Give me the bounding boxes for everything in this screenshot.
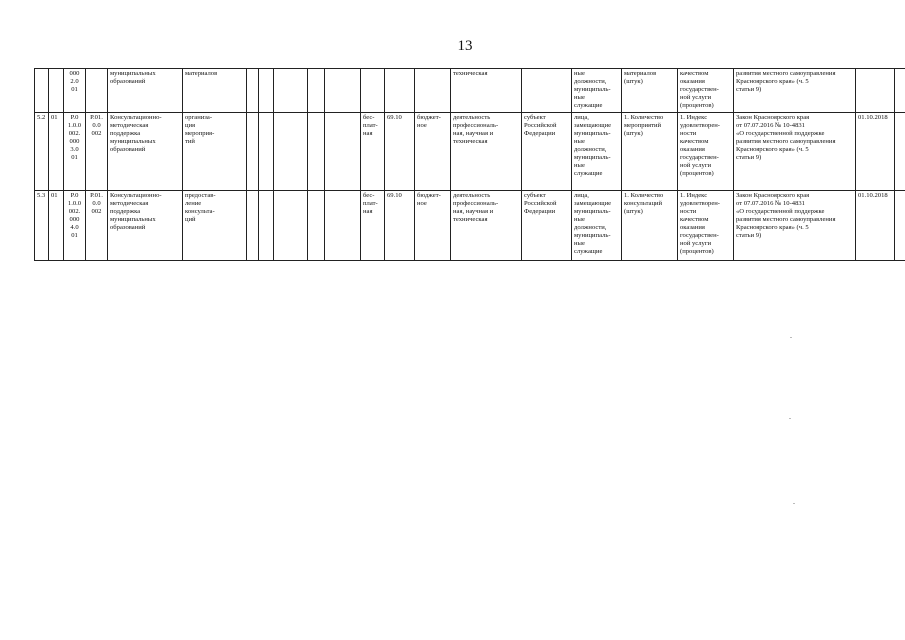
cell-consumers: лица, замещающие муниципаль- ные должности, муниципаль- ные служащие xyxy=(572,191,622,261)
table-row xyxy=(35,191,905,261)
cell-legal-basis: Закон Красноярского края от 07.07.2016 № 10-4831 «О государственной поддержке развития местного самоуправления Красноярского края» (ч. 5 статьи 9) xyxy=(734,113,856,191)
cell-empty xyxy=(308,191,325,261)
cell-empty xyxy=(895,191,905,261)
cell-registry-code: Р.0 1.0.0 002. 000 3.0 01 xyxy=(64,113,86,191)
cell-subject xyxy=(522,69,572,113)
cell-empty xyxy=(325,69,361,113)
cell-service-content: материалов xyxy=(183,69,247,113)
cell-payment-type: бес- плат- ная xyxy=(361,113,385,191)
cell-empty xyxy=(247,113,259,191)
cell-volume-indicator: 1. Количество консультаций (штук) xyxy=(622,191,678,261)
table-row xyxy=(35,69,905,113)
cell-empty xyxy=(325,113,361,191)
cell-empty xyxy=(259,69,274,113)
cell-empty xyxy=(325,191,361,261)
cell-activity: деятельность профессиональ- ная, научная и техническая xyxy=(451,191,522,261)
cell-empty xyxy=(274,69,308,113)
cell-date: 01.10.2018 xyxy=(856,113,895,191)
scan-speck xyxy=(793,503,795,504)
cell-number: 5.3 xyxy=(35,191,49,261)
cell-service-content: предостав- ление консульта- ций xyxy=(183,191,247,261)
cell-consumers: ные должности, муниципаль- ные служащие xyxy=(572,69,622,113)
cell-empty xyxy=(895,69,905,113)
cell-subject: субъект Российской Федерации xyxy=(522,191,572,261)
scan-speck xyxy=(790,337,792,338)
cell-empty xyxy=(274,113,308,191)
cell-service-name: Консультационно- методическая поддержка муниципальных образований xyxy=(108,113,183,191)
cell-empty xyxy=(259,191,274,261)
cell-code xyxy=(49,69,64,113)
cell-service-code: Р.01. 0.0 002 xyxy=(86,113,108,191)
cell-service-code: Р.01. 0.0 002 xyxy=(86,191,108,261)
cell-registry-code: Р.0 1.0.0 002. 000 4.0 01 xyxy=(64,191,86,261)
cell-service-code xyxy=(86,69,108,113)
cell-empty xyxy=(247,69,259,113)
cell-legal-basis: развития местного самоуправления Красноярского края» (ч. 5 статьи 9) xyxy=(734,69,856,113)
cell-date xyxy=(856,69,895,113)
cell-quality-indicator: 1. Индекс удовлетворен- ности качеством оказания государствен- ной услуги (процентов) xyxy=(678,191,734,261)
cell-service-content: организа- ция мероприя- тий xyxy=(183,113,247,191)
cell-institution-type: бюджет- ное xyxy=(415,113,451,191)
cell-service-name: Консультационно- методическая поддержка муниципальных образований xyxy=(108,191,183,261)
cell-empty xyxy=(274,191,308,261)
cell-legal-basis: Закон Красноярского края от 07.07.2016 № 10-4831 «О государственной поддержке развития местного самоуправления Красноярского края» (ч. 5 статьи 9) xyxy=(734,191,856,261)
cell-payment-type: бес- плат- ная xyxy=(361,191,385,261)
cell-empty xyxy=(247,191,259,261)
cell-payment-type xyxy=(361,69,385,113)
cell-empty xyxy=(895,113,905,191)
cell-code: 01 xyxy=(49,191,64,261)
table-row xyxy=(35,113,905,191)
cell-activity: деятельность профессиональ- ная, научная и техническая xyxy=(451,113,522,191)
cell-institution-type: бюджет- ное xyxy=(415,191,451,261)
cell-volume-indicator: материалов (штук) xyxy=(622,69,678,113)
cell-number xyxy=(35,69,49,113)
cell-okved: 69.10 xyxy=(385,191,415,261)
cell-date: 01.10.2018 xyxy=(856,191,895,261)
cell-empty xyxy=(259,113,274,191)
cell-quality-indicator: 1. Индекс удовлетворен- ности качеством оказания государствен- ной услуги (процентов) xyxy=(678,113,734,191)
cell-empty xyxy=(308,69,325,113)
cell-subject: субъект Российской Федерации xyxy=(522,113,572,191)
cell-quality-indicator: качеством оказания государствен- ной услуги (процентов) xyxy=(678,69,734,113)
cell-okved xyxy=(385,69,415,113)
cell-institution-type xyxy=(415,69,451,113)
cell-number: 5.2 xyxy=(35,113,49,191)
service-registry-table xyxy=(34,68,905,261)
cell-volume-indicator: 1. Количество мероприятий (штук) xyxy=(622,113,678,191)
cell-code: 01 xyxy=(49,113,64,191)
cell-empty xyxy=(308,113,325,191)
cell-service-name: муниципальных образований xyxy=(108,69,183,113)
cell-consumers: лица, замещающие муниципаль- ные должности, муниципаль- ные служащие xyxy=(572,113,622,191)
cell-registry-code: 000 2.0 01 xyxy=(64,69,86,113)
scan-speck xyxy=(789,418,791,419)
cell-activity: техническая xyxy=(451,69,522,113)
cell-okved: 69.10 xyxy=(385,113,415,191)
page-number: 13 xyxy=(457,38,473,54)
